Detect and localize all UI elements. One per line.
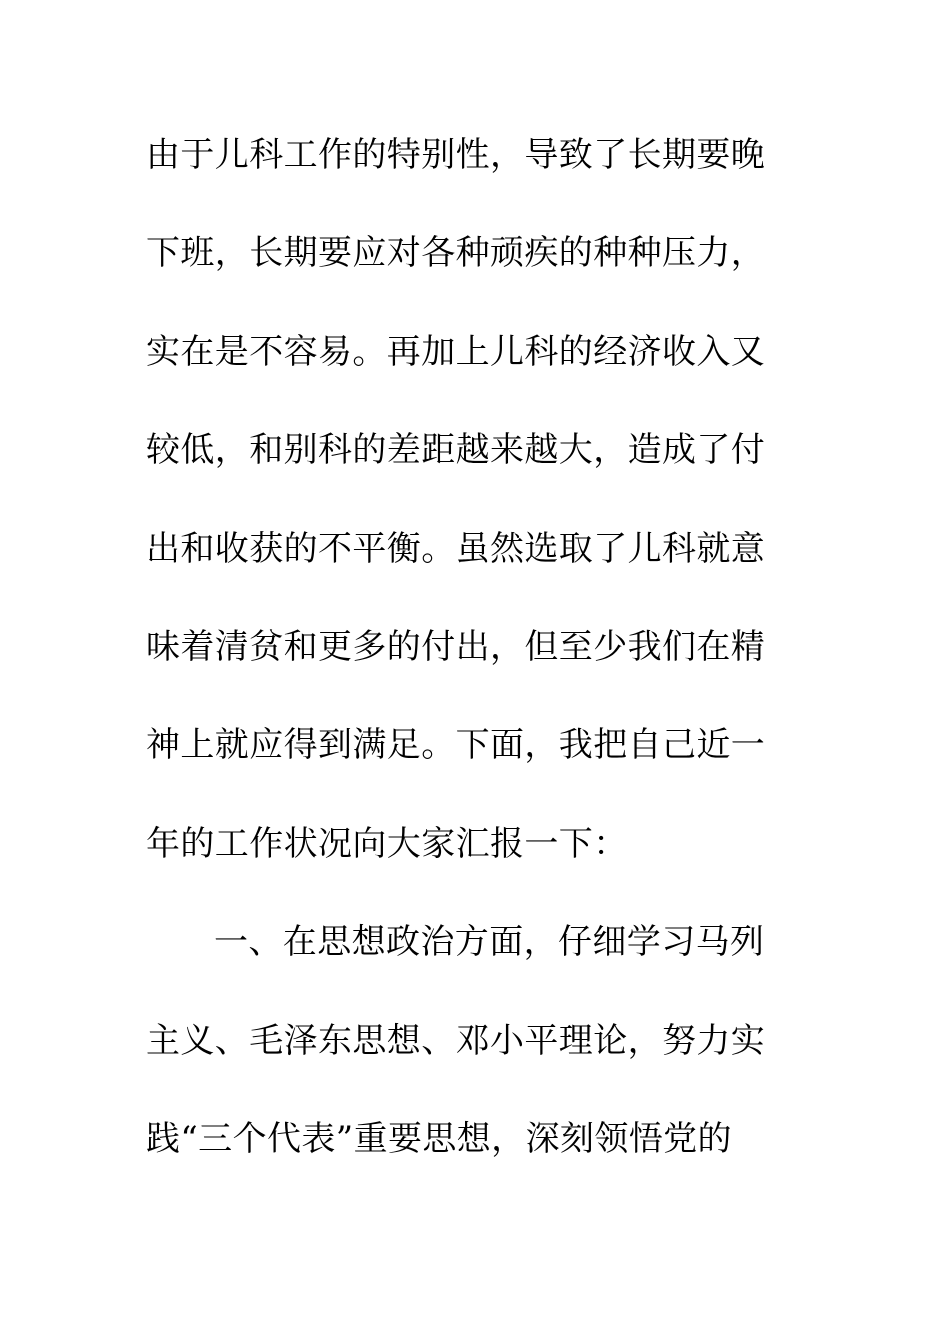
text-line: 主义、毛泽东思想、邓小平理论，努力实 (146, 1020, 766, 1061)
text-line: 神上就应得到满足。下面，我把自己近一 (146, 725, 766, 766)
text-line: 出和收获的不平衡。虽然选取了儿科就意 (146, 528, 766, 569)
body-text (146, 126, 786, 1208)
text-line: 下班，长期要应对各种顽疾的种种压力， (146, 233, 766, 274)
paragraph-start-line: 一、在思想政治方面，仔细学习马列 (214, 922, 765, 963)
text-line: 年的工作状况向大家汇报一下： (146, 823, 628, 864)
text-line: 践“三个代表”重要思想，深刻领悟党的 (146, 1118, 732, 1159)
text-line: 由于儿科工作的特别性，导致了长期要晚 (146, 135, 766, 175)
text-line: 味着清贫和更多的付出，但至少我们在精 (146, 626, 766, 667)
text-line: 较低，和别科的差距越来越大，造成了付 (146, 430, 766, 471)
text-line: 实在是不容易。再加上儿科的经济收入又 (146, 331, 766, 372)
